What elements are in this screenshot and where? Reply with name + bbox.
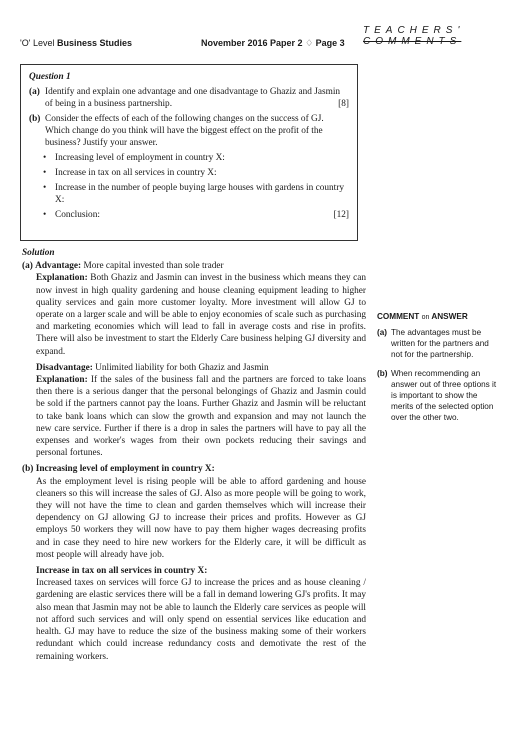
part-a-text: Identify and explain one advantage and one disadvantage to Ghaziz and Jasmin of being in a business partnership. (45, 87, 341, 109)
part-b-label: (b) (29, 114, 41, 124)
solution-title: Solution (22, 248, 55, 258)
comment-title-word: COMMENT (377, 312, 420, 321)
disadvantage-explanation-text: If the sales of the business fall and the partners are forced to take loans then there is a serious danger that the personal belongings of Ghaziz and Jasmin could be sold if the partners cannot pay the loans. Further Ghaziz and Jasmin will be reluctant to take bank loans which can slow the growth and expansion and may not launch the new care service. Further if there is a drop in sales the partners will have to pay all the expenses and worker's wages from their own pockets reducing their savings and personal fortunes. (36, 375, 366, 459)
disadvantage-explanation (22, 374, 366, 459)
question-title: Question 1 (29, 72, 71, 82)
comment-item-text: The advantages must be written for the partners and not for the partnership. (391, 328, 489, 359)
solution-a-label: (a) (22, 261, 33, 272)
header-page-number: Page 3 (315, 38, 345, 48)
employment-text: As the employment level is rising people will be able to afford gardening and house cleaners so this will increase the sales of GJ. Also as more people will be going to work, they will not have the time to clean and garden themselves which will increase their dependency on GJ allowing GJ to increase their prices and profits. However as GJ employs 50 workers they will now have to pay them higher wages decreasing profits and in case they need to hire new workers for the Elderly care, it will be difficult as most people will already have job. (36, 476, 366, 560)
question-box (20, 64, 358, 241)
solution-b-label: (b) (22, 464, 34, 475)
bullet-item: • Increasing level of employment in country X: (29, 152, 349, 164)
tax-heading: Increase in tax on all services in country X: (36, 566, 208, 577)
margin-title-line2: COMMENTS (363, 36, 462, 47)
disadvantage-line (22, 362, 366, 374)
comment-title (377, 311, 497, 323)
part-b-text: Consider the effects of each of the following changes on the success of GJ. Which change do you think will have the biggest effect on the profit of the business? Justify your answer. (45, 114, 324, 148)
part-a-label: (a) (29, 87, 40, 97)
disadvantage-text: Unlimited liability for both Ghaziz and Jasmin (95, 362, 269, 373)
bullet-item (29, 209, 349, 221)
bullet-item: • Increase in the number of people buying large houses with gardens in country X: (29, 182, 349, 206)
advantage-explanation (22, 272, 366, 357)
header-subject: Business Studies (56, 38, 132, 48)
bullet-item: • Increase in tax on all services in country X: (29, 167, 349, 179)
part-a-marks: [8] (338, 99, 349, 109)
header-session-text: November 2016 Paper 2 (201, 38, 303, 48)
tax-text: Increased taxes on services will force GJ to increase the prices and as house cleaning / gardening are elastic services there will be a fall in demand lowering GJ's profits. It may also mean that Jasmin may not be able to launch the Elderly care services as people will not afford such services and will only spend on essential services like education and health. GJ may have to reduce the size of the business making some of their workers redundant which could increase redundancy costs and demotivate the rest of the remaining workers. (36, 578, 366, 662)
question-part-a (29, 86, 349, 110)
bullet-conclusion-text: Conclusion: (55, 210, 100, 220)
diamond-icon: ♢ (305, 38, 314, 48)
comment-item (377, 368, 497, 423)
advantage-text: More capital invested than sole trader (83, 261, 224, 272)
page-header (20, 23, 490, 48)
explanation-heading: Explanation: (36, 273, 88, 284)
comment-item-label: (b) (377, 369, 388, 378)
question-part-b (29, 113, 349, 149)
comment-item (377, 327, 497, 360)
part-b-marks: [12] (333, 210, 349, 220)
comment-title-answer: ANSWER (431, 312, 468, 321)
teacher-comment (377, 311, 497, 431)
header-level: 'O' Level (20, 38, 55, 48)
advantage-line (22, 260, 366, 272)
header-session (201, 38, 345, 49)
teachers-comments-label (363, 25, 464, 47)
advantage-heading: Advantage: (35, 261, 82, 272)
margin-title-line1: TEACHERS' (363, 25, 465, 36)
explanation-heading: Explanation: (36, 375, 88, 386)
disadvantage-heading: Disadvantage: (36, 362, 93, 373)
comment-item-label: (a) (377, 328, 388, 337)
comment-title-on: on (421, 314, 430, 321)
solution-section (22, 247, 366, 663)
advantage-explanation-text: Both Ghaziz and Jasmin can invest in the business which means they can now invest in high quality gardening and house cleaning equipment leading to higher quality services and gain more customer loyalty. More investment will allow GJ to operate on a larger scale and will be able to enjoy economies of scale such as purchasing and marketing economies which will lead to fall in average costs and rise in profits. There will also be investment to start the Elderly Care business helping GJ diversity and expand. (36, 273, 366, 357)
employment-heading: Increasing level of employment in country X: (35, 464, 215, 475)
header-course (20, 38, 132, 48)
comment-item-text: When recommending an answer out of three options it is important to show the merits of the selected option over the other two. (391, 369, 497, 422)
employment-heading-line (22, 463, 366, 475)
